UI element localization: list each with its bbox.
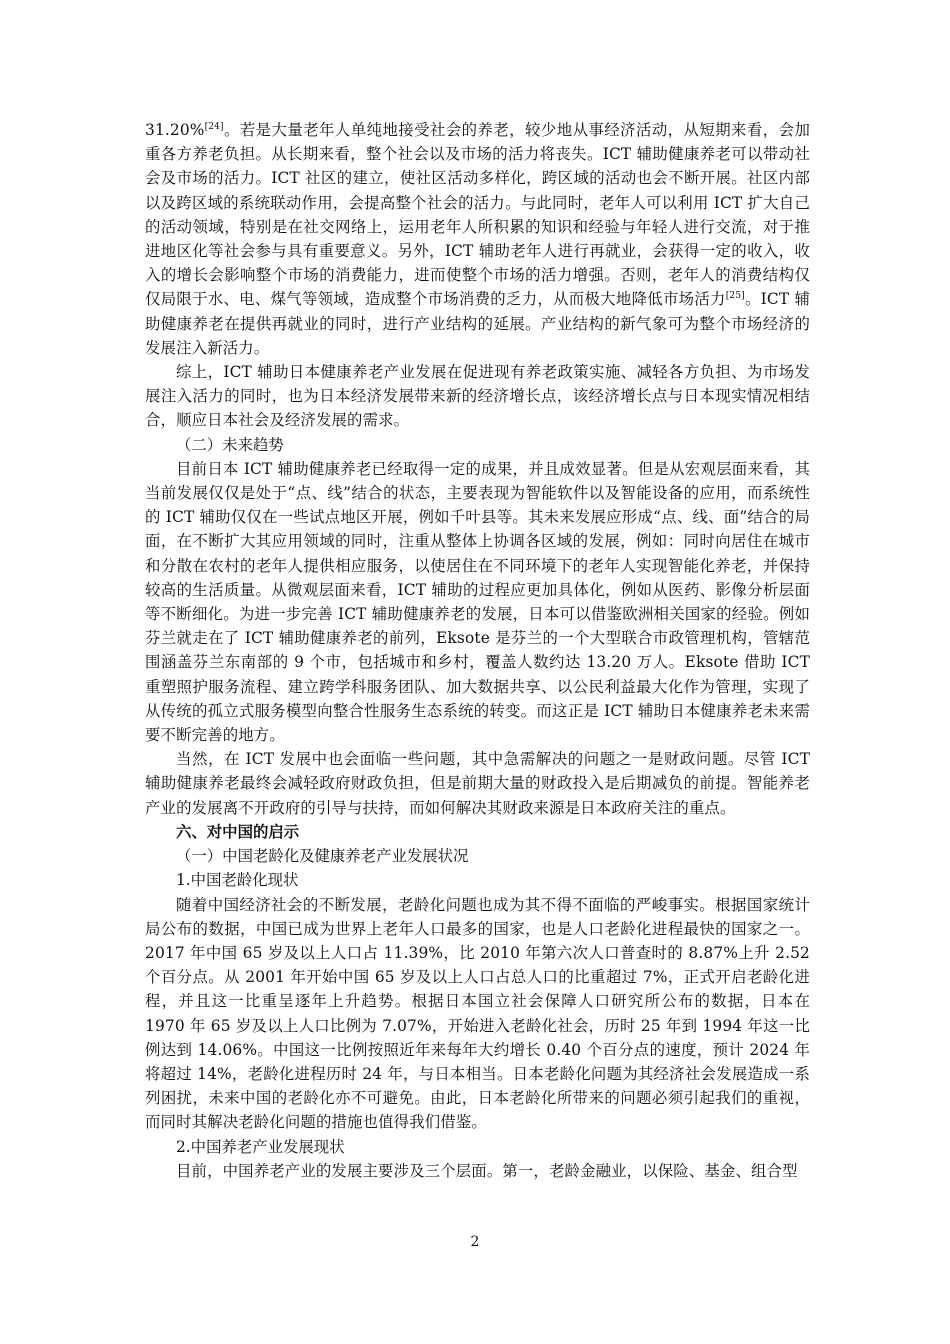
subheading-china-elderly-industry: 2.中国养老产业发展现状 bbox=[176, 1137, 345, 1156]
citation-ref: [24] bbox=[204, 121, 224, 132]
paragraph-china-aging-status: 随着中国经济社会的不断发展，老龄化问题也成为其不得不面临的严峻事实。根据国家统计局公布的数据，中国已成为世界上老年人口最多的国家，也是人口老龄化进程最快的国家之一。2017 年中国 65 岁及以上人口占 11.39%，比 2010 年第六次人口普查时的 8.87%上升 2.52 个百分点。从 2001 年开始中国 65 岁及以上人口占总人口的比重超过 7%，正式开启老龄化进程，并且这一比重呈逐年上升趋势。根据日本国立社会保障人口研究所公布的数据，日本在 1970 年 65 岁及以上人口比例为 7.07%，开始进入老龄化社会，历时 25 年到 1994 年这一比例达到 14.06%。中国这一比例按照近年来每年大约增长 0.40 个百分点的速度，预计 2024 年将超过 14%，老龄化进程历时 24 年，与日本相当。日本老龄化问题为其经济社会发展造成一系列困扰，未来中国的老龄化亦不可避免。由此，日本老龄化所带来的问题必须引起我们的重视，而同时其解决老龄化问题的措施也值得我们借鉴。 bbox=[145, 895, 810, 1132]
page-number: 2 bbox=[470, 1234, 480, 1250]
paragraph-future-trends: 目前日本 ICT 辅助健康养老已经取得一定的成果，并且成效显著。但是从宏观层面来看，其当前发展仅仅是处于“点、线”结合的状态，主要表现为智能软件以及智能设备的应用，而系统性的 ICT 辅助仅仅在一些试点地区开展，例如千叶县等。其未来发展应形成“点、线、面”结合的局面，在不断扩大其应用领域的同时，注重从整体上协调各区域的发展，例如：同时向居住在城市和分散在农村的老年人提供相应服务，以使居住在不同环境下的老年人实现智能化养老，并保持较高的生活质量。从微观层面来看，ICT 辅助的过程应更加具体化，例如从医药、影像分析层面等不断细化。为进一步完善 ICT 辅助健康养老的发展，日本可以借鉴欧洲相关国家的经验。例如芬兰就走在了 ICT 辅助健康养老的前列，Eksote 是芬兰的一个大型联合市政管理机构，管辖范围涵盖芬兰东南部的 9 个市，包括城市和乡村，覆盖人数约达 13.20 万人。Eksote 借助 ICT 重塑照护服务流程、建立跨学科服务团队、加大数据共享、以公民利益最大化作为管理，实现了从传统的孤立式服务模型向整合性服务生态系统的转变。而这正是 ICT 辅助日本健康养老未来需要不断完善的地方。 bbox=[145, 459, 810, 745]
subheading-china-aging-industry: （一）中国老龄化及健康养老产业发展状况 bbox=[176, 847, 469, 866]
paragraph-summary: 综上，ICT 辅助日本健康养老产业发展在促进现有养老政策实施、减轻各方负担、为市场发展注入活力的同时，也为日本经济发展带来新的经济增长点，该经济增长点与日本现实情况相结合，顺应日本社会及经济发展的需求。 bbox=[145, 363, 810, 430]
paragraph-fiscal-issues: 当然，在 ICT 发展中也会面临一些问题，其中急需解决的问题之一是财政问题。尽管 ICT 辅助健康养老最终会减轻政府财政负担，但是前期大量的财政投入是后期减负的前提。智能养老产业的发展离不开政府的引导与扶持，而如何解决其财政来源是日本政府关注的重点。 bbox=[145, 750, 810, 817]
paragraph-china-elderly-industry: 目前，中国养老产业的发展主要涉及三个层面。第一，老龄金融业，以保险、基金、组合型 bbox=[176, 1161, 798, 1180]
subheading-china-aging-status: 1.中国老龄化现状 bbox=[176, 871, 299, 890]
paragraph-text: 。若是大量老年人单纯地接受社会的养老，较少地从事经济活动，从短期来看，会加重各方养老负担。从长期来看，整个社会以及市场的活力将丧失。ICT 辅助健康养老可以带动社会及市场的活力。ICT 社区的建立，使社区活动多样化，跨区域的活动也会不断开展。社区内部以及跨区域的系统联动作用，会提高整个社会的活力。与此同时，老年人可以利用 ICT 扩大自己的活动领域，特别是在社交网络上，运用老年人所积累的知识和经验与年轻人进行交流，对于推进地区化等社会参与具有重要意义。另外，ICT 辅助老年人进行再就业，会获得一定的收入，收入的增长会影响整个市场的消费能力，进而使整个市场的活力增强。否则，老年人的消费结构仅仅局限于水、电、煤气等领域，造成整个市场消费的乏力，从而极大地降低市场活力 bbox=[145, 121, 810, 309]
paragraph-market-vitality bbox=[145, 118, 810, 360]
subheading-future-trends: （二）未来趋势 bbox=[176, 435, 284, 454]
page-content bbox=[145, 118, 810, 1183]
section-heading-china-implications: 六、对中国的启示 bbox=[176, 822, 300, 841]
citation-ref: [25] bbox=[725, 291, 745, 302]
paragraph-text: 。ICT 辅助健康养老在提供再就业的同时，进行产业结构的延展。产业结构的新气象可为整个市场经济的发展注入新活力。 bbox=[145, 290, 810, 357]
paragraph-text: 31.20% bbox=[145, 121, 205, 139]
